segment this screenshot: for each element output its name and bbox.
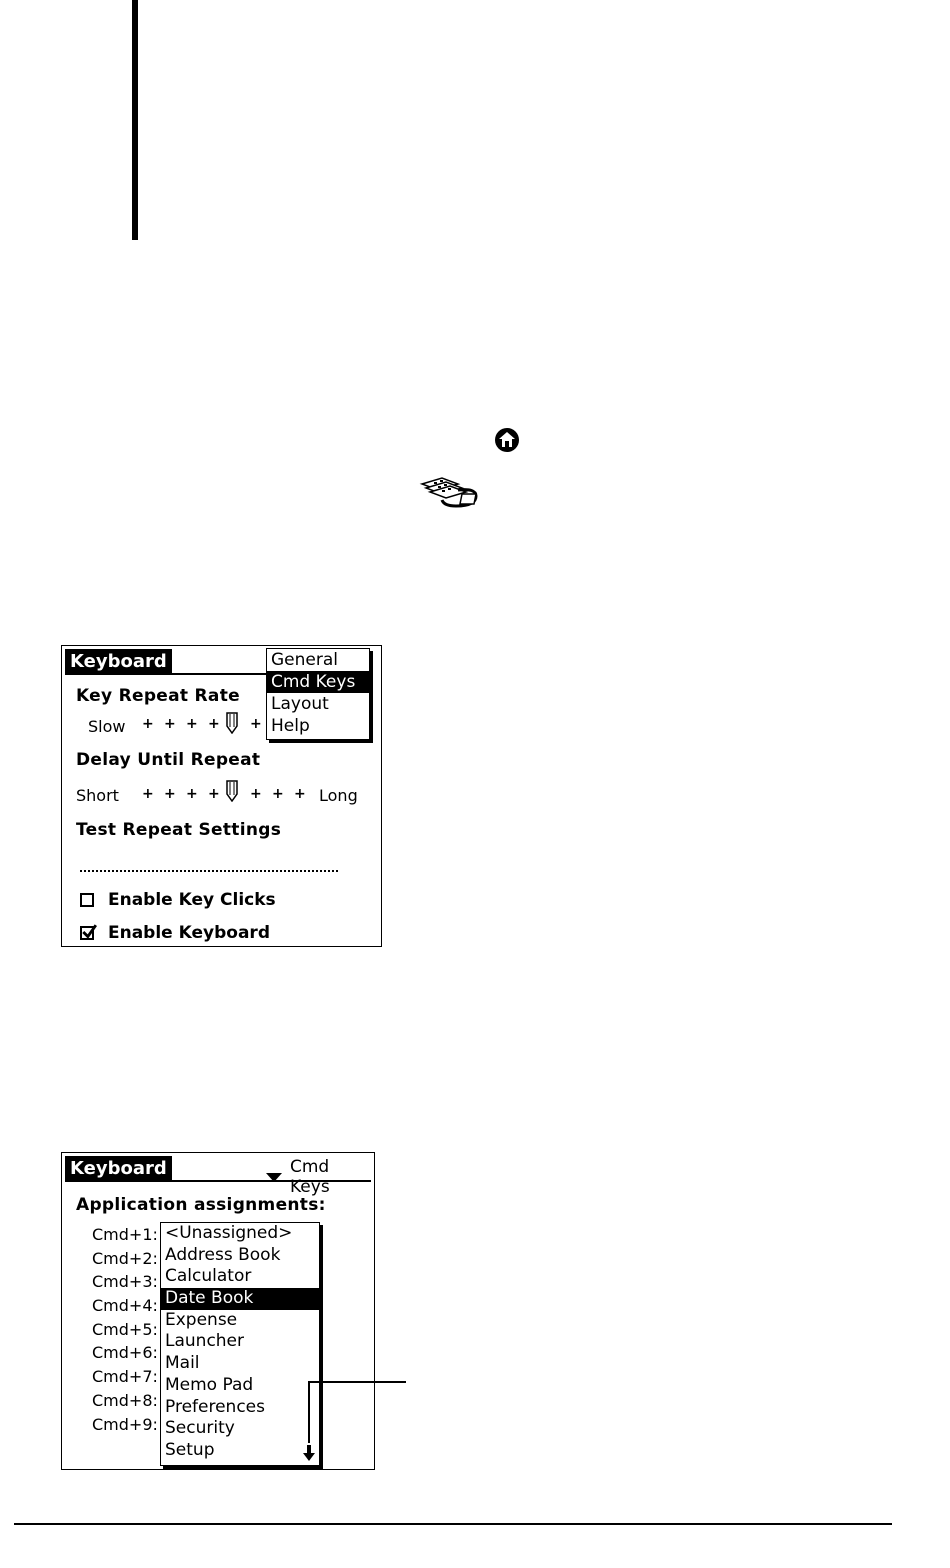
keyboard-general-screen: [61, 645, 382, 947]
application-list-popup: [160, 1222, 320, 1466]
cmd-key-label: Cmd+5:: [92, 1319, 158, 1339]
keyboard-icon: [418, 474, 480, 510]
slider-thumb-icon[interactable]: [226, 780, 238, 802]
menu-item-general[interactable]: General: [271, 650, 338, 670]
list-item[interactable]: Preferences: [165, 1396, 265, 1417]
list-item[interactable]: Setup: [165, 1439, 215, 1460]
top-vertical-rule: [132, 0, 138, 240]
list-item[interactable]: Calculator: [165, 1266, 252, 1287]
bottom-rule: [14, 1523, 892, 1525]
list-item[interactable]: Address Book: [165, 1244, 281, 1265]
test-input-field[interactable]: [80, 870, 338, 872]
list-item[interactable]: Memo Pad: [165, 1374, 254, 1395]
home-icon: [493, 426, 521, 454]
list-item[interactable]: Mail: [165, 1353, 200, 1374]
long-label: Long: [319, 786, 358, 805]
list-item-selected[interactable]: Date Book: [161, 1288, 319, 1310]
menu-item-layout[interactable]: Layout: [271, 694, 329, 714]
list-item[interactable]: Security: [165, 1418, 235, 1439]
cmd-key-label: Cmd+6:: [92, 1343, 158, 1363]
delay-until-repeat-slider[interactable]: + + + + + + +: [142, 784, 312, 808]
slow-label: Slow: [88, 717, 126, 736]
list-item[interactable]: Expense: [165, 1309, 238, 1330]
view-picker-value: Cmd Keys: [290, 1157, 330, 1197]
screen-title: Keyboard: [65, 649, 172, 675]
cmd-key-labels: [92, 1223, 162, 1436]
menu-item-cmd-keys[interactable]: Cmd Keys: [267, 671, 369, 693]
list-item[interactable]: Launcher: [165, 1331, 245, 1352]
cmd-key-label: Cmd+8:: [92, 1390, 158, 1410]
short-label: Short: [76, 786, 119, 805]
scroll-down-arrow-icon[interactable]: [302, 1444, 316, 1462]
delay-until-repeat-heading: Delay Until Repeat: [76, 750, 261, 770]
view-menu: [266, 648, 370, 740]
cmd-key-label: Cmd+4:: [92, 1296, 158, 1316]
cmd-key-label: Cmd+2:: [92, 1248, 158, 1268]
key-repeat-rate-slider[interactable]: + + + + +: [142, 714, 266, 738]
slider-thumb-icon[interactable]: [226, 712, 238, 734]
test-repeat-heading: Test Repeat Settings: [76, 820, 282, 840]
enable-key-clicks-checkbox[interactable]: [80, 893, 94, 907]
callout-line: [308, 1381, 310, 1443]
enable-key-clicks-row[interactable]: [80, 890, 276, 910]
enable-keyboard-label: Enable Keyboard: [108, 923, 270, 943]
cmd-key-label: Cmd+9:: [92, 1414, 158, 1434]
cmd-key-label: Cmd+7:: [92, 1367, 158, 1387]
cmd-key-label: Cmd+1:: [92, 1225, 158, 1244]
list-item[interactable]: <Unassigned>: [165, 1223, 293, 1243]
key-repeat-rate-heading: Key Repeat Rate: [76, 686, 240, 706]
cmd-key-label: Cmd+3:: [92, 1272, 158, 1292]
checkmark-icon: [81, 924, 97, 940]
menu-item-help[interactable]: Help: [271, 716, 310, 736]
view-picker[interactable]: [266, 1157, 374, 1197]
enable-keyboard-checkbox[interactable]: [80, 926, 94, 940]
application-assignments-heading: Application assignments:: [76, 1195, 326, 1215]
callout-line: [308, 1381, 406, 1383]
triangle-down-icon: [266, 1173, 282, 1182]
enable-key-clicks-label: Enable Key Clicks: [108, 890, 276, 910]
keyboard-cmd-keys-screen: [61, 1152, 375, 1470]
enable-keyboard-row[interactable]: [80, 923, 270, 943]
screen-title: Keyboard: [65, 1156, 172, 1182]
